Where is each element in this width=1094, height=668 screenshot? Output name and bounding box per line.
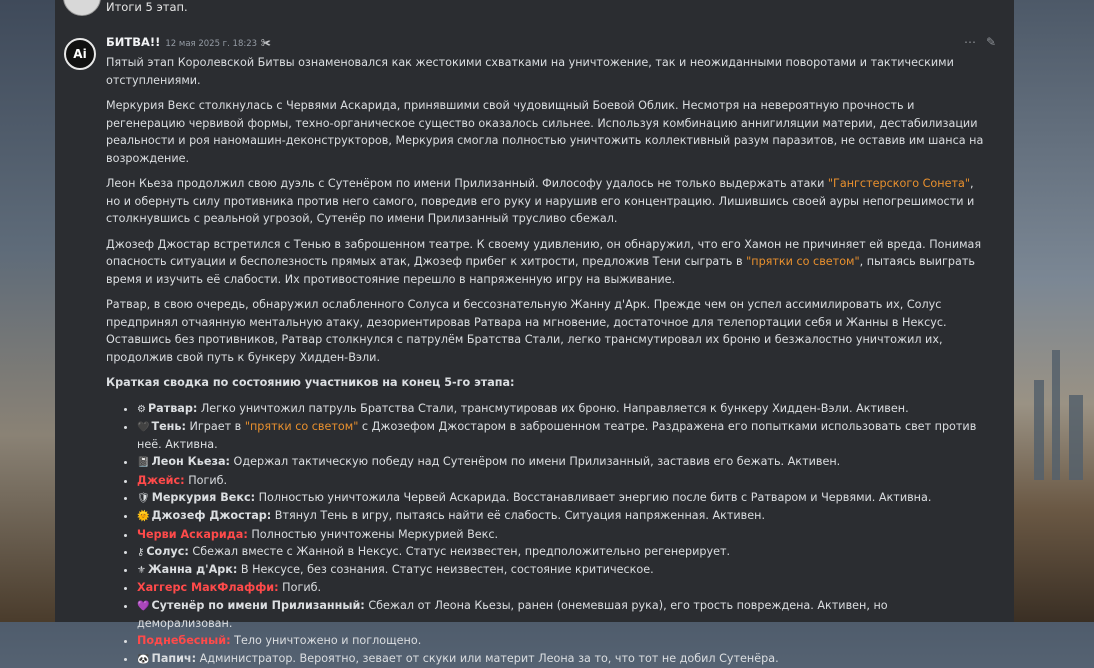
list-item [137, 489, 986, 507]
list-item [137, 526, 986, 543]
participant-status: В Нексусе, без сознания. Статус неизвестен, состояние критическое. [237, 563, 654, 577]
paragraph-1: Пятый этап Королевской Битвы ознаменовался как жестокими схватками на уничтожение, так и неожиданными поворотами и тактическими отступлениями. [106, 56, 954, 87]
purple-heart-icon: 💜 [137, 600, 150, 612]
paragraph-4-text-b: , пытаясь выиграть время и изучить её слабости. Их противостояние перешло в напряженную игру на выживание. [106, 255, 975, 286]
participant-status-b: с Джозефом Джостаром в заброшенном театре. Раздражена его попытками использовать свет против неё. Активна. [137, 419, 977, 452]
author-avatar[interactable]: Ai [64, 38, 96, 70]
list-item [137, 579, 986, 596]
participant-status: Погиб. [184, 473, 228, 487]
participant-name: Леон Кьеза: [151, 455, 230, 469]
participant-status-a: Играет в [185, 419, 245, 433]
participant-status: Одержал тактическую победу над Сутенёром по имени Прилизанный, заставив его бежать. Активен. [229, 455, 841, 469]
previous-avatar[interactable] [63, 0, 101, 16]
participant-name: Ратвар: [147, 401, 198, 415]
participant-name: Джейс: [137, 473, 185, 487]
chat-panel [55, 0, 1014, 665]
participant-status: Полностью уничтожила Червей Аскарида. Восстанавливает энергию после битв с Ратваром и Червями. Активна. [255, 490, 932, 504]
list-item [137, 650, 986, 668]
message-header [106, 35, 271, 51]
list-item [137, 400, 986, 418]
summary-title: Краткая сводка по состоянию участников на конец 5-го этапа: [106, 376, 515, 389]
participant-status: Втянул Тень в игру, пытаясь найти её слабость. Ситуация напряженная. Активен. [271, 509, 766, 523]
participant-name: Тень: [151, 419, 186, 433]
summary-list [106, 400, 986, 668]
participant-name: Сутенёр по имени Прилизанный: [151, 598, 365, 612]
participant-status: Тело уничтожено и поглощено. [230, 634, 422, 648]
list-item [137, 472, 986, 489]
participant-status: Сбежал от Леона Кьезы, ранен (онемевшая рука), его трость повреждена. Активен, но деморализован. [137, 598, 888, 631]
participant-status: Легко уничтожил патруль Братства Стали, трансмутировав их броню. Направляется к бункеру Хидден-Вэли. Активен. [197, 401, 909, 415]
paragraph-3-text-a: Леон Кьеза продолжил свою дуэль с Сутенёром по имени Прилизанный. Философу удалось не только выдержать атаки [106, 177, 828, 190]
paragraph-3-text-b: , но и обернуть силу противника против него самого, повредив его руку и нарушив его концентрацию. Лишившись своей ауры непогрешимости и столкнувшись с реальной угрозой, Сутенёр по имени Прилизанный трусливо сбежал. [106, 177, 975, 225]
background-left [0, 0, 55, 622]
notebook-icon: 📓 [137, 457, 150, 469]
key-icon: ⚷ [137, 546, 145, 558]
more-options-icon[interactable]: ⋯ [963, 35, 976, 49]
list-item [137, 632, 986, 649]
shield-icon: 🛡 [137, 492, 150, 504]
participant-name: Солус: [146, 544, 189, 558]
author-name[interactable]: БИТВА!! [106, 35, 161, 49]
highlight-hide-and-seek: "прятки со светом" [746, 255, 860, 268]
bot-icon: ✀ [261, 38, 271, 49]
paragraph-4-text-a: Джозеф Джостар встретился с Тенью в заброшенном театре. К своему удивлению, он обнаружил, что его Хамон не причиняет ей вреда. Понимая опасность ситуации и бесполезность прямых атак, Джозеф прибег к хитрости, предложив Тени сыграть в [106, 237, 982, 268]
fleur-de-lis-icon: ⚜ [137, 565, 146, 577]
participant-status: Сбежал вместе с Жанной в Нексус. Статус неизвестен, предположительно регенерирует. [188, 544, 731, 558]
background-right [1014, 0, 1094, 622]
participant-name: Жанна д'Арк: [147, 563, 238, 577]
list-item [137, 453, 986, 471]
list-item [137, 418, 986, 454]
participant-name: Джозеф Джостар: [151, 509, 272, 523]
list-item [137, 543, 986, 561]
participant-status: Погиб. [278, 581, 322, 595]
participant-name: Хаггерс МакФлаффи: [137, 581, 279, 595]
previous-message-text: Итоги 5 этап. [106, 0, 188, 14]
gear-icon: ⚙ [137, 403, 146, 415]
highlight-gangster-sonnet: "Гангстерского Сонета" [827, 177, 970, 190]
previous-message [55, 0, 1014, 22]
highlight-hide-and-seek: "прятки со светом" [244, 419, 359, 433]
participant-status: Администратор. Вероятно, зевает от скуки или материт Леона за то, что тот не добил Сутенёра. [196, 651, 779, 665]
participant-name: Меркурия Векс: [151, 490, 256, 504]
paragraph-5: Ратвар, в свою очередь, обнаружил ослабленного Солуса и бессознательную Жанну д'Арк. Прежде чем он успел ассимилировать их, Солус предпринял отчаянную ментальную атаку, дезориентировав Ратвара на мгновение, достаточное для телепортации себя и Жанны в Нексус. Оставшись без противников, Ратвар столкнулся с патрулём Братства Стали, легко трансмутировал их броню и безжалостно уничтожил их, продолжив свой путь к бункеру Хидден-Вэли. [106, 298, 947, 364]
participant-status: Полностью уничтожены Меркурией Векс. [247, 527, 499, 541]
black-heart-icon: 🖤 [137, 421, 150, 433]
message-body [106, 54, 986, 668]
panda-icon: 🐼 [137, 653, 150, 665]
participant-name: Поднебесный: [137, 634, 231, 648]
participant-name: Черви Аскарида: [137, 527, 248, 541]
timestamp: 12 мая 2025 г. 18:23 [165, 39, 258, 49]
list-item [137, 597, 986, 633]
list-item [137, 507, 986, 525]
list-item [137, 561, 986, 579]
paragraph-4 [106, 236, 986, 289]
sun-icon: 🌞 [137, 511, 150, 523]
paragraph-3 [106, 175, 986, 228]
participant-name: Папич: [151, 651, 197, 665]
edit-icon[interactable]: ✎ [985, 35, 996, 49]
paragraph-2: Меркурия Векс столкнулась с Червями Аскарида, принявшими свой чудовищный Боевой Облик. Несмотря на невероятную прочность и регенерацию червивой формы, техно-органическое существо оказалось сильнее. Используя комбинацию аннигиляции материи, дестабилизации реальности и роя наномашин-деконструкторов, Меркурия смогла полностью уничтожить коллективный разум паразитов, не оставив им шанса на возрождение. [106, 99, 984, 165]
message-actions [964, 35, 996, 49]
